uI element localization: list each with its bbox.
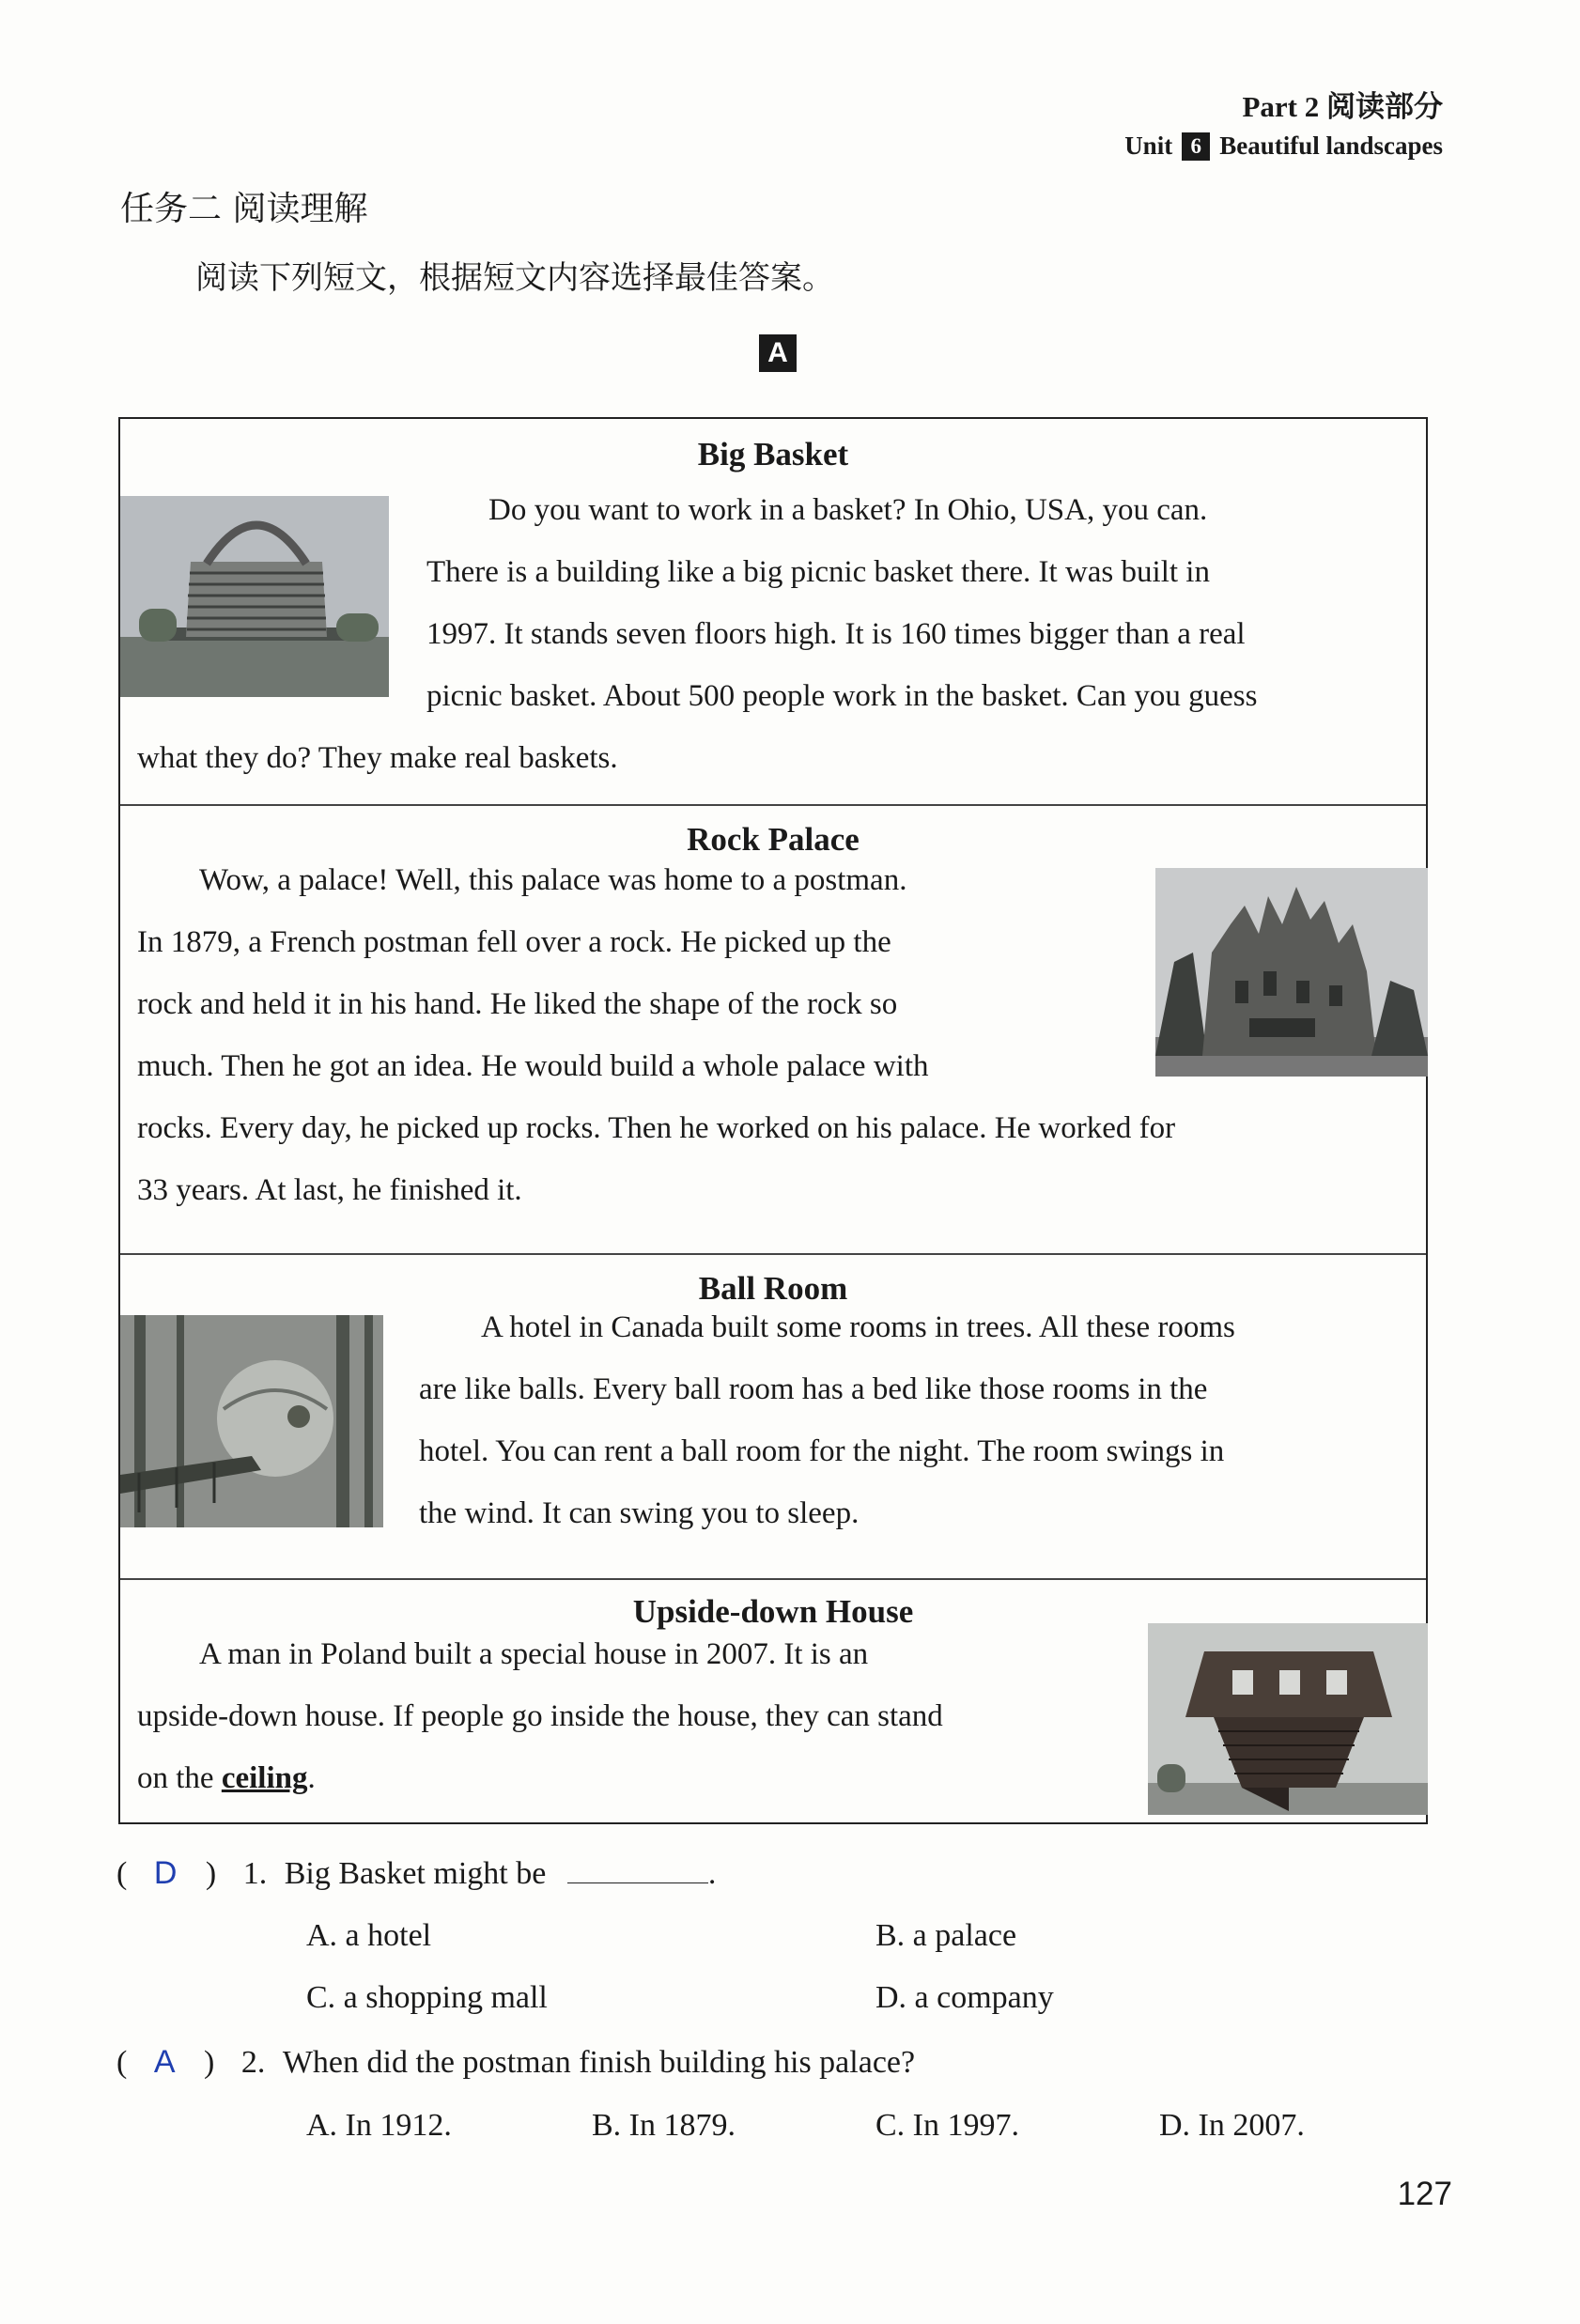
page-number: 127 [1397, 2176, 1452, 2212]
option-2a: A. In 1912. [306, 2108, 452, 2143]
option-1d: D. a company [875, 1980, 1054, 2015]
passage-text-full [137, 727, 1417, 789]
answer-blank [567, 1854, 708, 1883]
passage-line: the wind. It can swing you to sleep. [419, 1496, 860, 1530]
option-2b: B. In 1879. [592, 2108, 736, 2143]
task-title: 任务二 阅读理解 [120, 190, 368, 228]
unit-header [1124, 132, 1443, 161]
question-stem-end: . [707, 1856, 717, 1891]
passage-line: 33 years. At last, he finished it. [137, 1173, 522, 1207]
passage-line: rocks. Every day, he picked up rocks. Then he worked on his palace. He worked for [137, 1111, 1176, 1145]
passage-big-basket [120, 419, 1426, 804]
answer-paren-close: ) [204, 2045, 215, 2080]
passage-line [137, 1747, 1114, 1809]
passage-line: A hotel in Canada built some rooms in trees. All these rooms [481, 1310, 1235, 1344]
passage-box [118, 417, 1428, 1824]
passage-title: Rock Palace [687, 821, 860, 858]
passage-line-start: on the [137, 1761, 214, 1795]
answer-paren-open: ( [116, 1856, 128, 1891]
passage-text [137, 1623, 1114, 1809]
ball-room-photo [120, 1315, 383, 1527]
unit-label: Unit [1124, 132, 1173, 160]
answer-paren-open: ( [116, 2045, 128, 2080]
passage-line: In 1879, a French postman fell over a rock. He picked up the [137, 925, 891, 959]
question-2 [116, 2044, 915, 2081]
passage-line: much. Then he got an idea. He would build a whole palace with [137, 1049, 929, 1083]
question-stem: Big Basket might be [284, 1856, 547, 1891]
option-1b: B. a palace [875, 1918, 1017, 1953]
passage-line: rock and held it in his hand. He liked the shape of the rock so [137, 987, 898, 1021]
instruction: 阅读下列短文，根据短文内容选择最佳答案。 [195, 259, 834, 297]
passage-ball-room [120, 1253, 1426, 1578]
section-label: A [759, 334, 797, 372]
question-number: 1. [242, 1856, 268, 1891]
option-1c: C. a shopping mall [306, 1980, 548, 2015]
passage-line: There is a building like a big picnic basket there. It was built in [426, 555, 1210, 589]
basket-building-photo [120, 496, 389, 697]
passage-text [426, 479, 1417, 727]
passage-line: are like balls. Every ball room has a bed like those rooms in the [419, 1372, 1208, 1406]
passage-text [137, 849, 1122, 1097]
option-1a: A. a hotel [306, 1918, 432, 1953]
question-stem: When did the postman finish building his palace? [282, 2045, 916, 2080]
passage-title: Ball Room [698, 1270, 848, 1307]
passage-text-full [137, 1097, 1417, 1221]
passage-end-punct: . [307, 1761, 316, 1795]
passage-line: picnic basket. About 500 people work in the basket. Can you guess [426, 679, 1258, 713]
answer-2: A [153, 2044, 176, 2080]
unit-title: Beautiful landscapes [1219, 132, 1443, 160]
passage-line: hotel. You can rent a ball room for the night. The room swings in [419, 1434, 1225, 1468]
passage-text [419, 1296, 1417, 1544]
passage-title: Upside-down House [632, 1593, 914, 1630]
passage-upside-down-house [120, 1578, 1426, 1826]
unit-number: 6 [1182, 132, 1210, 161]
passage-line: what they do? They make real baskets. [137, 741, 618, 775]
passage-line: Wow, a palace! Well, this palace was home to a postman. [199, 863, 907, 897]
passage-title: Big Basket [697, 436, 849, 473]
answer-paren-close: ) [205, 1856, 217, 1891]
ceiling-word: ceiling [221, 1761, 308, 1795]
option-2d: D. In 2007. [1159, 2108, 1305, 2143]
passage-rock-palace [120, 804, 1426, 1253]
passage-line: 1997. It stands seven floors high. It is 160 times bigger than a real [426, 617, 1246, 651]
passage-line: A man in Poland built a special house in 2007. It is an [199, 1637, 869, 1671]
part-header: Part 2 阅读部分 [1242, 90, 1443, 123]
question-number: 2. [240, 2045, 266, 2080]
option-2c: C. In 1997. [875, 2108, 1019, 2143]
upside-down-house-photo [1148, 1623, 1428, 1815]
rock-palace-photo [1155, 868, 1428, 1077]
question-1 [116, 1854, 716, 1892]
answer-1: D [153, 1855, 178, 1891]
passage-line: upside-down house. If people go inside the house, they can stand [137, 1699, 943, 1733]
passage-line: Do you want to work in a basket? In Ohio, USA, you can. [488, 493, 1208, 527]
